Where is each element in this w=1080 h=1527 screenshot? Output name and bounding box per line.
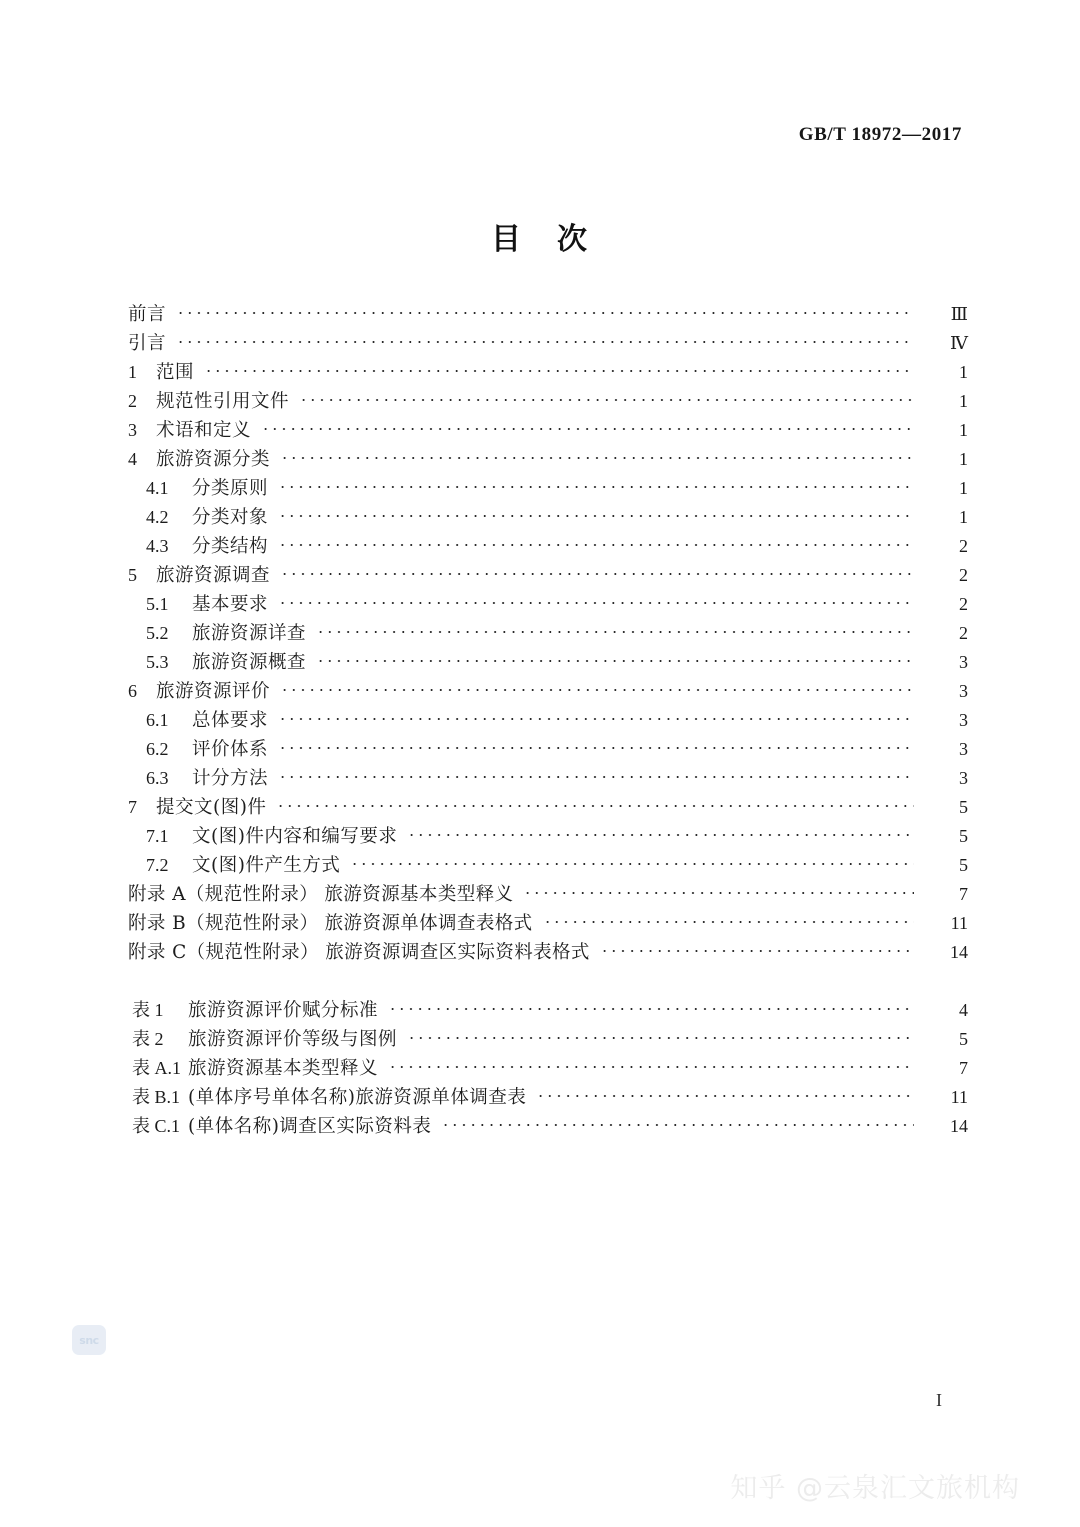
toc-entry-clause[interactable] [128,445,968,474]
toc-entry-clause[interactable] [128,822,968,851]
toc-page-number: 3 [959,739,968,759]
toc-entry-clause[interactable] [128,619,968,648]
toc-entry-label [146,648,306,674]
table-of-contents [128,300,968,1141]
snc-logo-watermark [72,1325,106,1355]
toc-entry-number: 6.1 [146,710,169,730]
toc-entry-number: 5 [128,565,137,585]
zhihu-attribution-watermark: 知乎 @云泉汇文旅机构 [730,1473,1020,1504]
toc-entry-text: 提交文(图)件 [156,797,267,818]
toc-page-number: 5 [959,1029,968,1049]
toc-entry-clause[interactable] [128,503,968,532]
toc-entry-clause[interactable] [128,590,968,619]
toc-page-number: 7 [959,1058,968,1078]
toc-entry-label [146,822,397,848]
toc-appendix-section [128,880,968,967]
toc-page-number: 3 [959,681,968,701]
toc-entry-label [128,387,289,413]
toc-page-number: 14 [950,1116,968,1136]
toc-entry-label [146,474,268,500]
toc-entry-number: 7.2 [146,855,169,875]
toc-entry-text: 分类原则 [192,478,269,499]
toc-entry-text: 旅游资源评价赋分标准 [188,1000,379,1021]
toc-entry-clause[interactable] [128,793,968,822]
toc-leader-dots [261,418,914,437]
toc-leader-dots [278,592,914,611]
toc-entry-text: (单体序号单体名称)旅游资源单体调查表 [188,1087,527,1108]
toc-leader-dots [276,795,914,814]
toc-entry-number: 4.3 [146,536,169,556]
toc-entry-clause[interactable] [128,474,968,503]
toc-entry-table[interactable] [128,1083,968,1112]
toc-leader-dots [407,1027,914,1046]
toc-leader-dots [278,534,914,553]
toc-leader-dots [388,1056,914,1075]
toc-entry-number: 5.3 [146,652,169,672]
toc-entry-text: 旅游资源调查 [156,565,271,586]
toc-entry-appendix[interactable] [128,938,968,967]
page-title [0,214,1080,258]
toc-page-number: Ⅳ [950,333,968,353]
toc-entry-clause[interactable] [128,300,968,329]
toc-front-section [128,300,968,880]
toc-entry-label [146,735,268,761]
toc-page-number: 1 [959,362,968,382]
toc-entry-clause[interactable] [128,764,968,793]
page-title-left: 目 [491,222,523,257]
toc-page-number: 4 [959,1000,968,1020]
toc-entry-label [146,590,268,616]
toc-entry-number: 6 [128,681,137,701]
toc-leader-dots [388,998,914,1017]
toc-entry-number: 4.1 [146,478,169,498]
toc-entry-clause[interactable] [128,851,968,880]
toc-entry-text: 旅游资源分类 [156,449,271,470]
toc-entry-clause[interactable] [128,329,968,358]
toc-entry-label [132,1083,526,1109]
toc-entry-clause[interactable] [128,532,968,561]
toc-page-number: 2 [959,536,968,556]
standard-code-header: GB/T 18972—2017 [798,124,962,145]
toc-entry-label [132,996,378,1022]
toc-entry-label [128,358,194,384]
toc-page-number: 5 [959,797,968,817]
toc-entry-number: 6.2 [146,739,169,759]
toc-leader-dots [536,1085,914,1104]
toc-leader-dots [280,447,914,466]
toc-leader-dots [350,853,914,872]
toc-leader-dots [204,360,914,379]
toc-entry-number: 2 [128,391,137,411]
toc-page-number: 2 [959,623,968,643]
toc-page-number: 2 [959,565,968,585]
snc-logo-text: snc [79,1333,99,1347]
toc-entry-number: 表 A.1 [132,1058,181,1078]
toc-entry-table[interactable] [128,996,968,1025]
toc-leader-dots [407,824,914,843]
toc-page-number: 1 [959,449,968,469]
toc-entry-text: 评价体系 [192,739,269,760]
toc-entry-text: 旅游资源详查 [192,623,307,644]
toc-page-number: 1 [959,391,968,411]
toc-entry-text: 分类对象 [192,507,269,528]
toc-leader-dots [176,331,914,350]
toc-entry-text: 旅游资源基本类型释义 [188,1058,379,1079]
toc-entry-text: 范围 [156,362,195,383]
toc-entry-label [128,880,513,906]
toc-entry-text: 前言 [128,304,167,325]
toc-leader-dots [280,679,914,698]
toc-page-number: 2 [959,594,968,614]
toc-entry-text: (单体名称)调查区实际资料表 [188,1116,432,1137]
toc-entry-text: 旅游资源概查 [192,652,307,673]
toc-entry-number: 5.2 [146,623,169,643]
toc-entry-text: 文(图)件内容和编写要求 [192,826,398,847]
toc-entry-text: 附录 B（规范性附录） 旅游资源单体调查表格式 [128,913,533,934]
toc-leader-dots [280,563,914,582]
toc-leader-dots [441,1114,914,1133]
toc-table-list-section [128,996,968,1141]
page-title-right: 次 [557,222,589,257]
toc-entry-number: 表 2 [132,1029,164,1049]
toc-leader-dots [278,708,914,727]
toc-entry-label [146,503,268,529]
toc-page-number: 11 [950,1087,968,1107]
toc-entry-clause[interactable] [128,416,968,445]
toc-page-number: 5 [959,826,968,846]
toc-entry-label [132,1054,378,1080]
toc-page-number: 5 [959,855,968,875]
toc-entry-label [146,706,268,732]
toc-entry-appendix[interactable] [128,909,968,938]
toc-entry-label [128,793,266,819]
toc-entry-number: 3 [128,420,137,440]
toc-entry-label [146,532,268,558]
toc-entry-table[interactable] [128,1112,968,1141]
toc-leader-dots [316,621,914,640]
toc-entry-number: 4 [128,449,137,469]
toc-page-number: 3 [959,652,968,672]
toc-entry-clause[interactable] [128,706,968,735]
toc-entry-text: 附录 C（规范性附录） 旅游资源调查区实际资料表格式 [128,942,590,963]
toc-entry-clause[interactable] [128,387,968,416]
toc-entry-appendix[interactable] [128,880,968,909]
toc-entry-number: 表 B.1 [132,1087,181,1107]
toc-entry-clause[interactable] [128,677,968,706]
toc-leader-dots [600,940,914,959]
toc-leader-dots [278,737,914,756]
toc-entry-label [132,1025,397,1051]
toc-page-number: Ⅲ [950,304,968,324]
toc-entry-table[interactable] [128,1054,968,1083]
toc-leader-dots [316,650,914,669]
toc-entry-text: 基本要求 [192,594,269,615]
toc-entry-label [128,416,251,442]
toc-entry-text: 计分方法 [192,768,269,789]
toc-entry-number: 7 [128,797,137,817]
toc-entry-text: 旅游资源评价 [156,681,271,702]
toc-page-number: 3 [959,710,968,730]
toc-entry-clause[interactable] [128,648,968,677]
toc-entry-label [128,677,270,703]
toc-page-number: 11 [950,913,968,933]
toc-leader-dots [278,476,914,495]
toc-entry-number: 1 [128,362,137,382]
toc-entry-text: 规范性引用文件 [156,391,290,412]
toc-entry-number: 4.2 [146,507,169,527]
toc-page-number: 1 [959,478,968,498]
toc-leader-dots [278,505,914,524]
toc-entry-clause[interactable] [128,358,968,387]
toc-entry-text: 旅游资源评价等级与图例 [188,1029,398,1050]
page-folio: I [936,1390,942,1410]
toc-entry-label [146,851,340,877]
toc-leader-dots [176,302,914,321]
toc-entry-label [146,764,268,790]
toc-entry-label [128,561,270,587]
toc-leader-dots [543,911,914,930]
toc-page-number: 14 [950,942,968,962]
toc-leader-dots [278,766,914,785]
toc-entry-label [128,329,166,355]
toc-entry-label [128,938,590,964]
toc-entry-text: 附录 A（规范性附录） 旅游资源基本类型释义 [128,884,514,905]
toc-entry-text: 文(图)件产生方式 [192,855,341,876]
toc-page-number: 1 [959,507,968,527]
toc-entry-text: 分类结构 [192,536,269,557]
toc-entry-label [128,300,166,326]
toc-entry-text: 引言 [128,333,167,354]
toc-entry-table[interactable] [128,1025,968,1054]
toc-leader-dots [299,389,914,408]
toc-entry-text: 总体要求 [192,710,269,731]
toc-page-number: 3 [959,768,968,788]
toc-entry-text: 术语和定义 [156,420,252,441]
toc-entry-number: 6.3 [146,768,169,788]
toc-entry-number: 表 1 [132,1000,164,1020]
toc-entry-clause[interactable] [128,561,968,590]
toc-entry-label [146,619,306,645]
toc-page-number: 7 [959,884,968,904]
toc-entry-label [128,445,270,471]
toc-entry-number: 7.1 [146,826,169,846]
toc-entry-clause[interactable] [128,735,968,764]
toc-entry-number: 表 C.1 [132,1116,181,1136]
toc-entry-label [132,1112,431,1138]
toc-leader-dots [523,882,914,901]
toc-entry-label [128,909,533,935]
toc-entry-number: 5.1 [146,594,169,614]
toc-page-number: 1 [959,420,968,440]
